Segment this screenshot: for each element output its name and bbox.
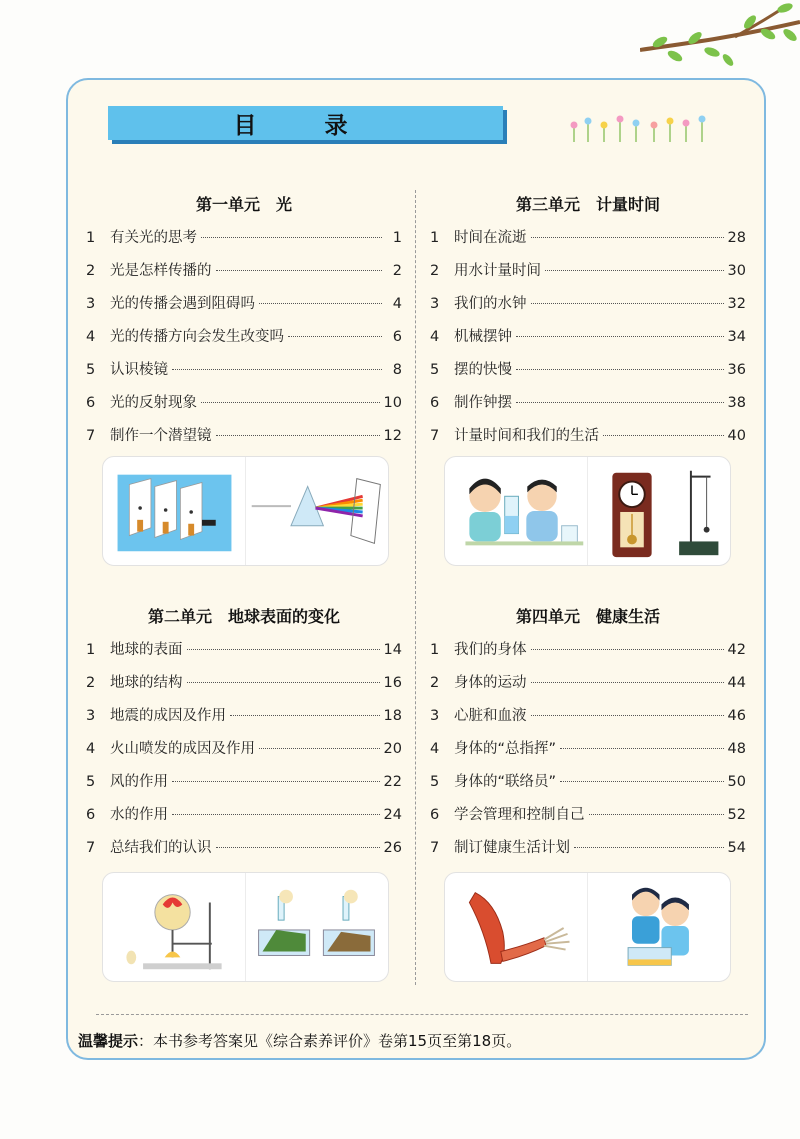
page-number: 4 <box>392 296 402 312</box>
page-number: 18 <box>383 708 402 724</box>
unit-4 <box>430 604 746 869</box>
page-number: 14 <box>383 642 402 658</box>
lesson-name: 有关光的思考 <box>110 230 197 246</box>
dot-leader <box>172 814 380 815</box>
lesson-list <box>86 226 402 457</box>
branch-decoration <box>640 0 800 80</box>
lesson-number: 4 <box>86 329 96 345</box>
toc-entry[interactable] <box>430 770 746 803</box>
dot-leader <box>589 814 724 815</box>
page-number: 52 <box>727 807 746 823</box>
toc-entry[interactable] <box>86 358 402 391</box>
toc-entry[interactable] <box>430 424 746 457</box>
dot-leader <box>259 748 380 749</box>
lesson-name: 心脏和血液 <box>454 708 527 724</box>
unit-title: 第二单元 地球表面的变化 <box>147 607 340 626</box>
lesson-number: 2 <box>86 263 96 279</box>
toc-entry[interactable] <box>430 638 746 671</box>
lesson-number: 4 <box>430 329 440 345</box>
page-number: 42 <box>727 642 746 658</box>
toc-entry[interactable] <box>86 836 402 869</box>
lesson-name: 制订健康生活计划 <box>454 840 570 856</box>
page-number: 2 <box>392 263 402 279</box>
lesson-name: 水的作用 <box>110 807 168 823</box>
lesson-name: 光的传播会遇到阻碍吗 <box>110 296 255 312</box>
unit-1-illustration <box>102 456 389 566</box>
page-number: 24 <box>383 807 402 823</box>
pendulum-clock-illustration <box>587 457 730 565</box>
lesson-number: 7 <box>430 840 440 856</box>
lesson-name: 光的传播方向会发生改变吗 <box>110 329 284 345</box>
toc-entry[interactable] <box>86 292 402 325</box>
lesson-name: 总结我们的认识 <box>110 840 212 856</box>
lesson-name: 我们的水钟 <box>454 296 527 312</box>
lesson-number: 5 <box>86 362 96 378</box>
toc-entry[interactable] <box>86 770 402 803</box>
dot-leader <box>545 270 724 271</box>
lesson-number: 2 <box>430 263 440 279</box>
toc-entry[interactable] <box>86 325 402 358</box>
lesson-number: 2 <box>430 675 440 691</box>
lesson-name: 制作钟摆 <box>454 395 512 411</box>
toc-entry[interactable] <box>86 671 402 704</box>
dot-leader <box>172 781 380 782</box>
title-banner <box>108 106 503 140</box>
lesson-number: 3 <box>86 708 96 724</box>
toc-entry[interactable] <box>86 737 402 770</box>
toc-entry[interactable] <box>430 259 746 292</box>
toc-entry[interactable] <box>430 803 746 836</box>
toc-entry[interactable] <box>430 836 746 869</box>
lesson-number: 4 <box>86 741 96 757</box>
dot-leader <box>259 303 382 304</box>
dot-leader <box>574 847 724 848</box>
lesson-number: 7 <box>430 428 440 444</box>
page-number: 16 <box>383 675 402 691</box>
lesson-number: 1 <box>430 642 440 658</box>
lesson-name: 风的作用 <box>110 774 168 790</box>
page-number: 46 <box>727 708 746 724</box>
unit-4-illustration <box>444 872 731 982</box>
dot-leader <box>603 435 724 436</box>
lesson-number: 7 <box>86 428 96 444</box>
dot-leader <box>187 649 380 650</box>
page-number: 44 <box>727 675 746 691</box>
dot-leader <box>516 402 724 403</box>
lesson-number: 6 <box>430 395 440 411</box>
page-number: 22 <box>383 774 402 790</box>
toc-entry[interactable] <box>430 671 746 704</box>
dot-leader <box>516 336 724 337</box>
lesson-name: 地球的表面 <box>110 642 183 658</box>
lesson-list <box>430 638 746 869</box>
page-number: 1 <box>392 230 402 246</box>
lesson-number: 3 <box>430 708 440 724</box>
volcano-experiment-illustration <box>103 873 245 981</box>
dot-leader <box>531 303 724 304</box>
lesson-number: 5 <box>86 774 96 790</box>
dot-leader <box>531 715 724 716</box>
lesson-name: 地球的结构 <box>110 675 183 691</box>
column-divider <box>415 190 416 985</box>
tip-label: 温馨提示 <box>78 1032 139 1050</box>
toc-entry[interactable] <box>86 226 402 259</box>
dot-leader <box>216 435 380 436</box>
page-title: 目 录 <box>233 112 378 139</box>
unit-title: 第一单元 光 <box>195 195 292 214</box>
dot-leader <box>201 237 382 238</box>
lesson-name: 学会管理和控制自己 <box>454 807 585 823</box>
unit-title: 第四单元 健康生活 <box>515 607 660 626</box>
lesson-number: 3 <box>86 296 96 312</box>
toc-entry[interactable] <box>430 358 746 391</box>
toc-entry[interactable] <box>430 737 746 770</box>
toc-entry[interactable] <box>86 803 402 836</box>
dot-leader <box>216 847 380 848</box>
page-number: 34 <box>727 329 746 345</box>
lesson-name: 身体的“总指挥” <box>454 741 557 757</box>
lesson-name: 时间在流逝 <box>454 230 527 246</box>
page-number: 10 <box>383 395 402 411</box>
dot-leader <box>187 682 380 683</box>
light-screens-illustration <box>103 457 245 565</box>
unit-1 <box>86 192 402 457</box>
toc-entry[interactable] <box>430 391 746 424</box>
lesson-name: 计量时间和我们的生活 <box>454 428 599 444</box>
lesson-list <box>430 226 746 457</box>
toc-entry[interactable] <box>430 704 746 737</box>
page-number: 50 <box>727 774 746 790</box>
dot-leader <box>516 369 724 370</box>
toc-entry[interactable] <box>86 391 402 424</box>
tip-note <box>78 1030 521 1051</box>
toc-entry[interactable] <box>430 292 746 325</box>
prism-illustration <box>245 457 388 565</box>
tip-text: ：本书参考答案见《综合素养评价》卷第15页至第18页。 <box>138 1032 522 1050</box>
unit-3-illustration <box>444 456 731 566</box>
toc-entry[interactable] <box>86 424 402 457</box>
page-number: 36 <box>727 362 746 378</box>
arm-muscle-illustration <box>445 873 587 981</box>
lesson-number: 4 <box>430 741 440 757</box>
page-number: 30 <box>727 263 746 279</box>
unit-3 <box>430 192 746 457</box>
erosion-experiment-illustration <box>245 873 388 981</box>
dot-leader <box>288 336 382 337</box>
lesson-number: 1 <box>86 642 96 658</box>
page-number: 26 <box>383 840 402 856</box>
children-water-clock-illustration <box>445 457 587 565</box>
lesson-number: 6 <box>86 395 96 411</box>
dot-leader <box>216 270 383 271</box>
unit-2-illustration <box>102 872 389 982</box>
page-number: 32 <box>727 296 746 312</box>
lesson-name: 光是怎样传播的 <box>110 263 212 279</box>
lesson-name: 用水计量时间 <box>454 263 541 279</box>
lesson-number: 7 <box>86 840 96 856</box>
page-number: 20 <box>383 741 402 757</box>
page-number: 54 <box>727 840 746 856</box>
page-number: 48 <box>727 741 746 757</box>
toc-entry[interactable] <box>86 259 402 292</box>
lesson-number: 1 <box>86 230 96 246</box>
lesson-name: 火山喷发的成因及作用 <box>110 741 255 757</box>
lesson-name: 机械摆钟 <box>454 329 512 345</box>
lesson-number: 5 <box>430 774 440 790</box>
flowers-decoration <box>566 112 711 144</box>
lesson-number: 6 <box>86 807 96 823</box>
lesson-name: 摆的快慢 <box>454 362 512 378</box>
lesson-number: 6 <box>430 807 440 823</box>
dot-leader <box>531 237 724 238</box>
toc-entry[interactable] <box>86 638 402 671</box>
toc-entry[interactable] <box>86 704 402 737</box>
lesson-number: 5 <box>430 362 440 378</box>
lesson-name: 光的反射现象 <box>110 395 197 411</box>
lesson-name: 身体的“联络员” <box>454 774 557 790</box>
lesson-name: 认识棱镜 <box>110 362 168 378</box>
page-number: 40 <box>727 428 746 444</box>
dot-leader <box>531 682 724 683</box>
lesson-name: 我们的身体 <box>454 642 527 658</box>
page-number: 38 <box>727 395 746 411</box>
lesson-number: 3 <box>430 296 440 312</box>
dot-leader <box>172 369 382 370</box>
lesson-number: 2 <box>86 675 96 691</box>
lesson-name: 地震的成因及作用 <box>110 708 226 724</box>
unit-title: 第三单元 计量时间 <box>515 195 660 214</box>
footer-divider <box>96 1014 748 1015</box>
lesson-name: 身体的运动 <box>454 675 527 691</box>
dot-leader <box>560 748 724 749</box>
lesson-number: 1 <box>430 230 440 246</box>
dot-leader <box>531 649 724 650</box>
page-number: 8 <box>392 362 402 378</box>
dot-leader <box>560 781 724 782</box>
toc-entry[interactable] <box>430 226 746 259</box>
dot-leader <box>201 402 380 403</box>
page-number: 6 <box>392 329 402 345</box>
page-number: 12 <box>383 428 402 444</box>
children-experiment-illustration <box>587 873 730 981</box>
lesson-list <box>86 638 402 869</box>
page-number: 28 <box>727 230 746 246</box>
unit-2 <box>86 604 402 869</box>
lesson-name: 制作一个潜望镜 <box>110 428 212 444</box>
dot-leader <box>230 715 380 716</box>
toc-entry[interactable] <box>430 325 746 358</box>
